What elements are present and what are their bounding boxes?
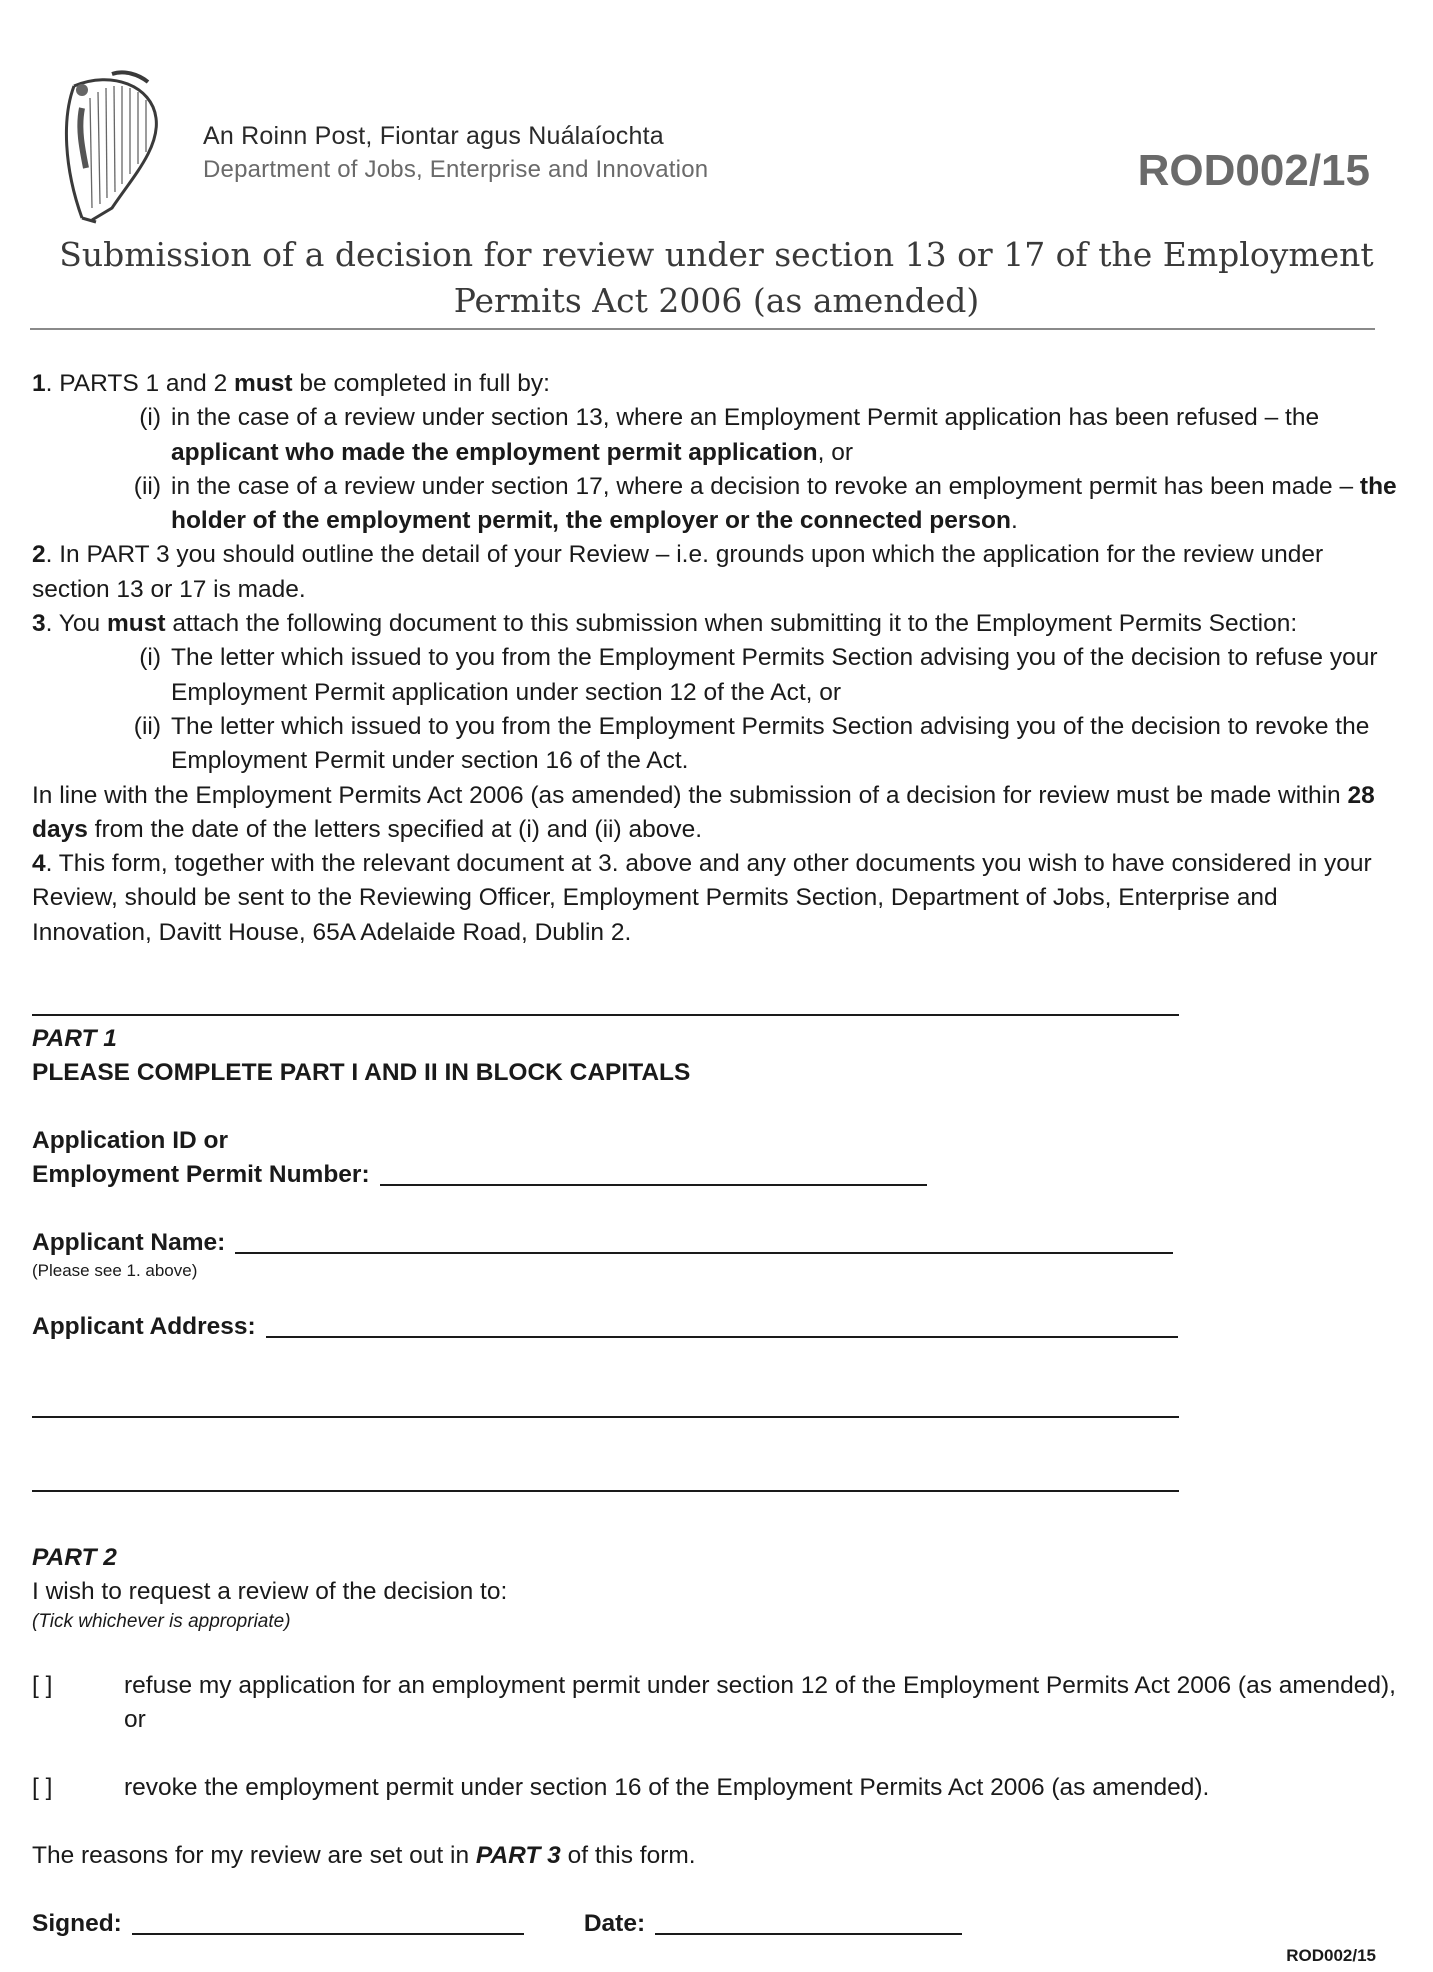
applicant-name-label: Applicant Name: [32, 1229, 226, 1256]
footer-form-code: ROD002/15 [1286, 1946, 1376, 1965]
form-code: ROD002/15 [1137, 146, 1370, 195]
deadline-notice: In line with the Employment Permits Act 2006 (as amended) the submission of a decision for review must be made within 28 days from the date of the letters specified at (i) and (ii) above. [32, 781, 1375, 843]
part-1-heading: PART 1 [32, 1025, 117, 1052]
instruction-4: 4. This form, together with the relevant document at 3. above and any other documents you wish to have considered in your Review, should be sent to the Reviewing Officer, Employment Permits Section, Department of Jobs, Enterprise and Innovation, Davitt House, 65A Adelaide Road, Dublin 2. [32, 850, 1372, 946]
employment-permit-number-label: Employment Permit Number: [32, 1161, 370, 1188]
signed-label: Signed: [32, 1910, 122, 1937]
option-refuse-text: refuse my application for an employment permit under section 12 of the Employment Permits Act 2006 (as amended), or [124, 1672, 1396, 1733]
harp-icon [52, 68, 164, 228]
review-request-text: I wish to request a review of the decision to: [32, 1578, 508, 1605]
instruction-3-sub-ii: (ii) The letter which issued to you from the Employment Permits Section advising you of the decision to revoke the Employment Permit under section 16 of the Act. [133, 712, 1370, 775]
applicant-address-field-1[interactable] [266, 1310, 1178, 1338]
instruction-3: 3. You must attach the following document to this submission when submitting it to the Employment Permits Section: [32, 610, 1298, 638]
instructions [32, 367, 1402, 950]
reasons-text: The reasons for my review are set out in PART 3 of this form. [32, 1842, 696, 1869]
form-title [40, 232, 1393, 324]
instruction-2: 2. In PART 3 you should outline the detail of your Review – i.e. grounds upon which the application for the review under section 13 or 17 is made. [32, 541, 1324, 603]
applicant-address-row [32, 1310, 1402, 1344]
date-field[interactable] [655, 1907, 962, 1935]
application-id-row [32, 1158, 1402, 1192]
department-name-english: Department of Jobs, Enterprise and Innovation [203, 156, 709, 183]
option-revoke [32, 1771, 1402, 1805]
instruction-1-sub-ii: (ii) in the case of a review under section 17, where a decision to revoke an employment permit has been made – the holder of the employment permit, the employer or the connected person. [133, 472, 1397, 535]
signature-field[interactable] [132, 1907, 524, 1935]
form-title-line-2: Permits Act 2006 (as amended) [453, 281, 980, 320]
title-divider [30, 328, 1375, 330]
instruction-3-sub-i: (i) The letter which issued to you from the Employment Permits Section advising you of the decision to refuse your Employment Permit application under section 12 of the Act, or [139, 644, 1378, 706]
employment-permit-number-field[interactable] [380, 1158, 927, 1186]
application-id-label: Application ID or [32, 1127, 228, 1154]
applicant-name-field[interactable] [235, 1226, 1173, 1254]
applicant-name-row [32, 1226, 1402, 1260]
instruction-1: 1. PARTS 1 and 2 must be completed in full by: [32, 370, 550, 397]
department-name-irish: An Roinn Post, Fiontar agus Nuálaíochta [203, 122, 664, 150]
option-revoke-checkbox[interactable]: [ ] [32, 1774, 53, 1801]
part-2-heading: PART 2 [32, 1544, 117, 1571]
part-1-instruction: PLEASE COMPLETE PART I AND II IN BLOCK CAPITALS [32, 1059, 691, 1086]
option-refuse [32, 1669, 1402, 1737]
option-revoke-text: revoke the employment permit under section 16 of the Employment Permits Act 2006 (as amended). [124, 1774, 1210, 1801]
part-1 [32, 1022, 1402, 1941]
signature-row [32, 1907, 1402, 1941]
date-label: Date: [583, 1910, 646, 1937]
section-divider [32, 1014, 1179, 1016]
option-refuse-checkbox[interactable]: [ ] [32, 1672, 53, 1699]
tick-note: (Tick whichever is appropriate) [32, 1611, 291, 1632]
applicant-address-label: Applicant Address: [32, 1313, 256, 1340]
form-title-line-1: Submission of a decision for review under section 13 or 17 of the Employment [59, 235, 1374, 274]
instruction-1-sub-i: (i) in the case of a review under section 13, where an Employment Permit application has been refused – the applicant who made the employment permit application, or [139, 404, 1320, 466]
applicant-name-note: (Please see 1. above) [32, 1261, 198, 1280]
